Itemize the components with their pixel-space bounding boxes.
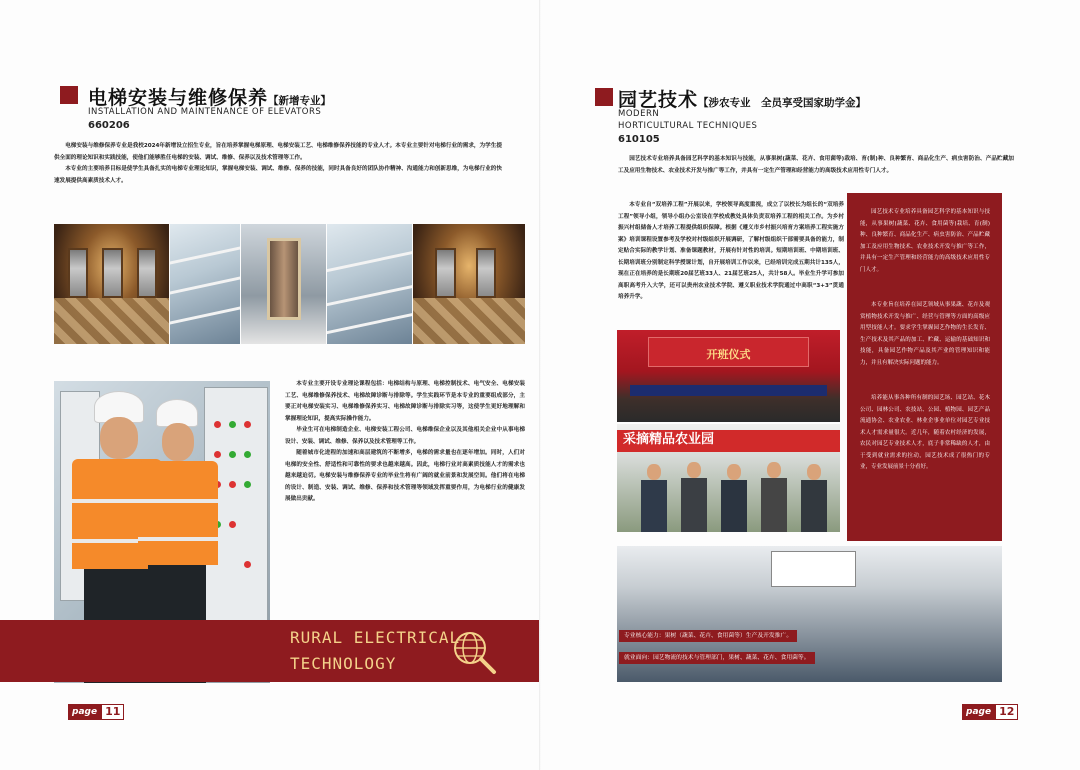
page-number: 12 xyxy=(995,704,1018,720)
band-line: TECHNOLOGY xyxy=(290,654,397,673)
program-code: 660206 xyxy=(88,120,130,131)
page-number-badge xyxy=(68,704,124,720)
ceremony-banner-text: 开班仪式 xyxy=(706,348,751,362)
title-marker xyxy=(60,86,78,104)
page-number: 11 xyxy=(101,704,124,720)
escalator-mall-photo xyxy=(170,224,240,344)
body-paragraph: 随着城市化进程的加速和高层建筑的不断增多，电梯的需求量也在逐年增加。同时，人们对电梯的安全性、舒适性和可靠性的要求也越来越高。因此，电梯行业对高素质技能人才的需求也越来越迫切。电梯安装与维修保养专业的毕业生将有广阔的就业前景和发展空间。他们将在电梯的设计、制造、安装、调试、维修、保养和技术管理等领域发挥重要作用，为电梯行业的健康发展做出贡献。 xyxy=(285,450,525,502)
footer-band xyxy=(0,620,540,682)
body-text xyxy=(285,379,525,506)
elevator-lobby-photo xyxy=(413,224,525,344)
info-paragraph: 园艺技术专业培养具备园艺科学的基本知识与技能，从事果树(蔬菜、花卉、食用菌等)栽培、育(制)种、良种繁育、商品化生产、病虫害防治、产品贮藏加工及应用生物技术、农业技术开发与推广等工作，并具有一定生产管理和经营能力的高级技术应用性专门人才。 xyxy=(860,209,990,273)
english-title: INSTALLATION AND MAINTENANCE OF ELEVATORS xyxy=(88,107,322,117)
intro-text xyxy=(618,154,1014,177)
page-word: page xyxy=(68,704,101,720)
title-tag: 【涉农专业 全员享受国家助学金】 xyxy=(698,97,867,109)
farm-sign-text: 采摘精品农业园 xyxy=(623,432,715,448)
title-text: 园艺技术 xyxy=(618,89,699,111)
training-meeting-photo xyxy=(617,546,1002,682)
page-number-badge xyxy=(962,704,1018,720)
intro-paragraph: 本专业的主要培养目标是使学生具备扎实的电梯专业理论知识，掌握电梯安装、调试、维修、保养的技能，同时具备良好的团队协作精神、沟通能力和创新思维，为电梯行业的快速发展提供高素质技术人才。 xyxy=(54,166,502,184)
title-text: 电梯安装与维修保养 xyxy=(88,87,269,109)
info-paragraph: 本专业旨在培养在园艺领域从事果蔬、花卉及观赏植物技术开发与推广、经营与管理等方面的高级应用型技能人才。要求学生掌握园艺作物的生长发育、生产技术及其产品的加工、贮藏、运输的基础知识和技能，具备园艺作物产品及其产业的管理知识和能力，并且有解决实际问题的能力。 xyxy=(860,302,990,366)
globe-search-icon xyxy=(450,628,498,676)
title-tag: 【新增专业】 xyxy=(268,95,332,107)
page-word: page xyxy=(962,704,995,720)
elevator-hall-photo xyxy=(54,224,169,344)
opening-ceremony-photo xyxy=(617,330,840,422)
program-code: 610105 xyxy=(618,134,660,145)
info-box-text xyxy=(860,207,990,498)
intro-paragraph: 电梯安装与维修保养专业是我校2024年新增设立招生专业，旨在培养掌握电梯原理、电梯安装工艺、电梯维修保养技能的专业人才。本专业主要针对电梯行业的需求，为学生提供全面的理论知识和实践技能，使他们能够胜任电梯的安装、调试、维修、保养以及技术管理等工作。 xyxy=(54,143,502,161)
band-line: RURAL ELECTRICAL xyxy=(290,628,461,647)
intro-paragraph: 园艺技术专业培养具备园艺科学的基本知识与技能，从事果树(蔬菜、花卉、食用菌等)栽培、育(制)种、良种繁育、商品化生产、病虫害防治、产品贮藏加工及应用生物技术、农业技术开发与推广等工作，并具有一定生产管理和经营能力的高级技术应用性专门人才。 xyxy=(618,156,1014,174)
info-paragraph: 培养能从事各种所有制的园艺场、园艺站、花木公司、园林公司、农技站、公园、植物园、园艺产品流通协会、农业农业、林业企事业单位对园艺专业技术人才需求量很大。近几年，随着农村经济的发展，农民对园艺专业技术人才，底子非常稀缺的人才，由于受到就业需求的拉动，园艺技术成了很热门的专业，专业发展前景十分看好。 xyxy=(860,395,990,470)
caption-core-ability: 专业核心能力：果树（蔬菜、花卉、食用菌等）生产及开发推广。 xyxy=(619,630,797,642)
english-title-line: HORTICULTURAL TECHNIQUES xyxy=(618,121,758,131)
farm-visit-photo xyxy=(617,424,840,532)
title-marker xyxy=(595,88,613,106)
glass-elevator-photo xyxy=(241,224,326,344)
body-paragraph: 毕业生可在电梯制造企业、电梯安装工程公司、电梯维保企业以及其他相关企业中从事电梯设计、安装、调试、维修、保养以及技术管理等工作。 xyxy=(285,427,525,445)
right-page xyxy=(540,0,1080,770)
intro-text xyxy=(54,141,502,187)
band-title xyxy=(290,625,460,677)
mall-atrium-photo xyxy=(327,224,412,344)
body-text xyxy=(618,200,844,304)
info-box xyxy=(847,193,1002,541)
body-paragraph: 本专业主要开设专业理论课程包括：电梯结构与原理、电梯控制技术、电气安全、电梯安装工艺、电梯维修保养技术、电梯故障诊断与排除等。学生实践环节是本专业的重要组成部分，主要正对电梯安装实习、电梯维修保养实习、电梯故障诊断与排除实习等，这使学生更好地理解和掌握理论知识，提高实际操作能力。 xyxy=(285,381,525,422)
english-title xyxy=(618,108,757,132)
english-title-line: MODERN xyxy=(618,109,660,119)
body-paragraph: 本专业自“双培养工程”开展以来，学校领导高度重视，成立了以校长为组长的“双培养工程”领导小组，领导小组办公室设在学校成教处具体负责双培养工程的相关工作。为乡村振兴村组储备人才培养工程提供组织保障。根据《遵义市乡村振兴培育方案培养工程实施方案》培训课程设置参考及学校对村级组织开展调研，了解村级组织干部需要具备的能力，制定贴合实际的教学计划、准备课题教材，开展有针对性的培训。短期培训班、中期培训班、长期培训班分别制定科学授课计划，自开展培训工作以来，已经培训完成五期共计135人，现在正在培养的是长期班20届艺班33人、21届艺班25人，共计58人。毕业生升学可参加高职高考升入大学，还可以贵州农业技术学院、遵义职业技术学院通过中高职“3+3”贯通培养升学。 xyxy=(618,202,844,300)
caption-employment: 就业面向：园艺物流的技术与管理部门，果树、蔬菜、花卉、食用菌等。 xyxy=(619,652,815,664)
